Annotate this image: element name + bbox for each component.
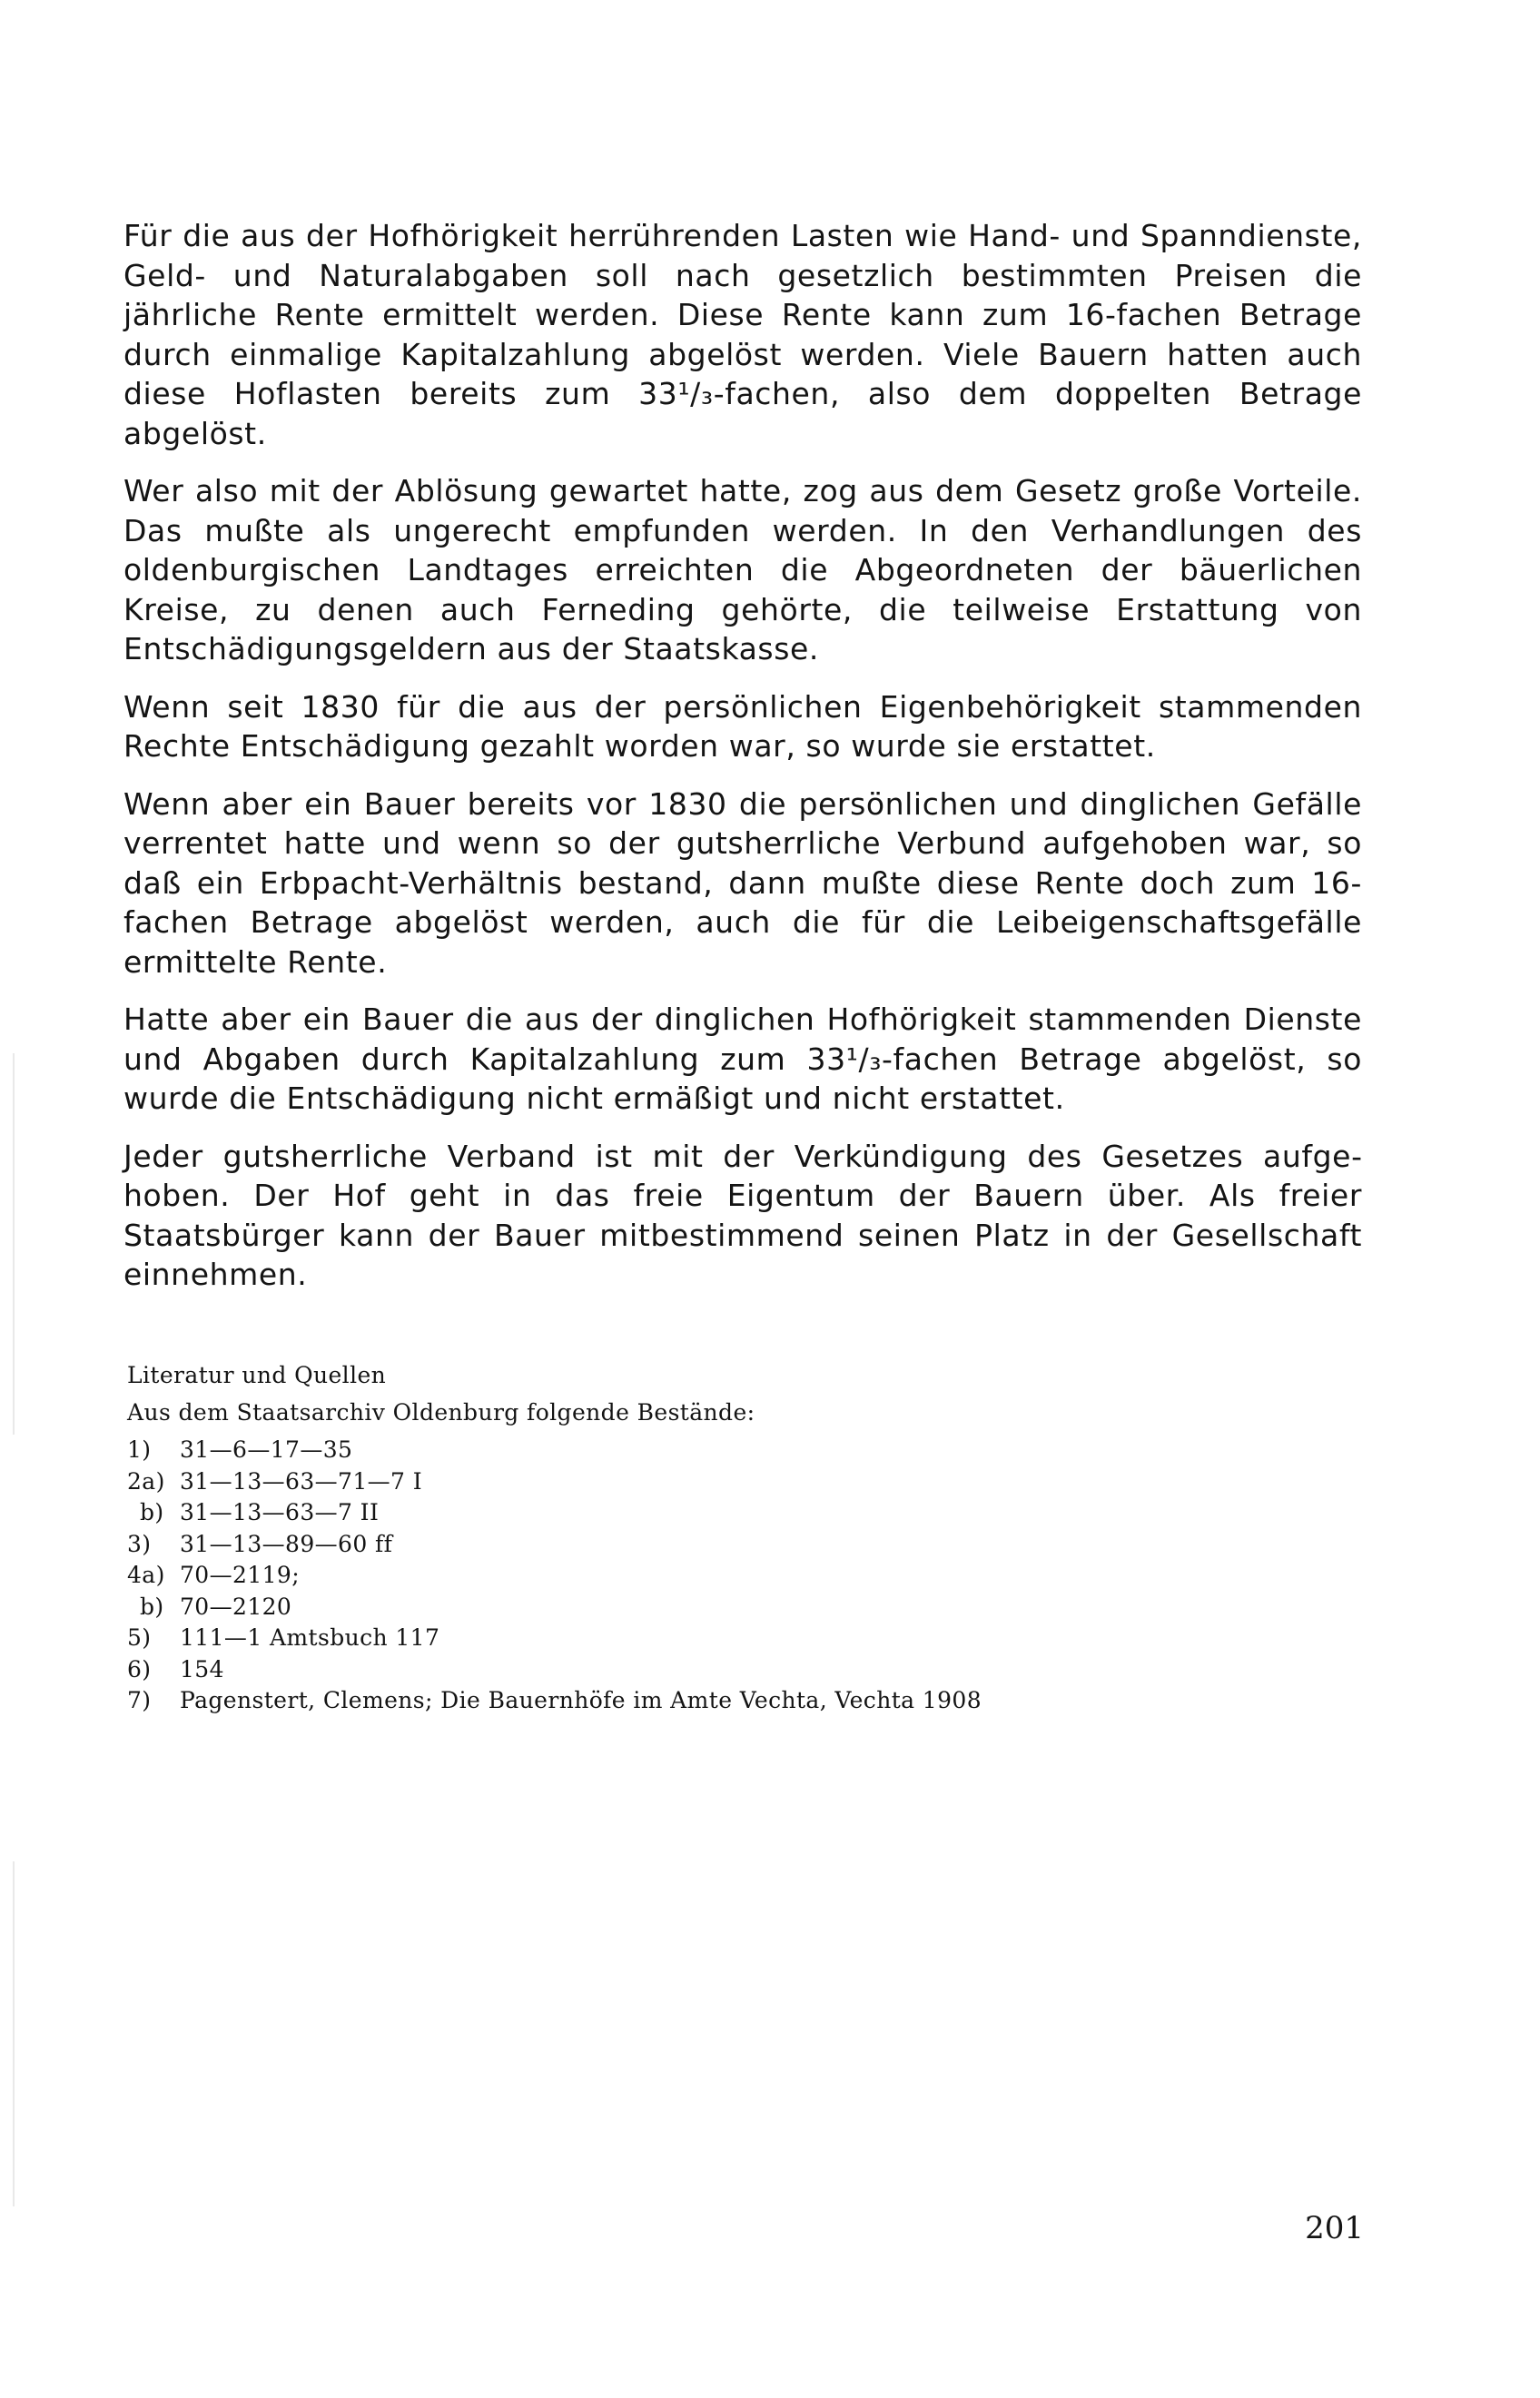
sources-intro: Aus dem Staatsarchiv Oldenburg folgende Bestände:	[127, 1399, 755, 1426]
paragraph: Wenn seit 1830 für die aus der persönlichen Eigenbehörigkeit stammenden Rechte Entschädigung gezahlt worden war, so wurde sie erstattet.	[123, 688, 1362, 764]
reference-number: 5)	[127, 1624, 152, 1651]
paragraph: Wer also mit der Ablösung gewartet hatte, zog aus dem Gesetz große Vorteile. Das mußte als ungerecht empfunden werden. In den Verhandlungen des oldenburgischen Landtages erreichten die Abgeordneten der bäuerlichen Kreise, zu denen auch Ferneding gehörte, die teilweise Erstattung von Entschädigungsgeldern aus der Staatskasse.	[123, 473, 1362, 666]
reference-item	[127, 1529, 1217, 1561]
reference-number: 3)	[127, 1530, 152, 1557]
reference-text: 111—1 Amtsbuch 117	[180, 1624, 440, 1651]
reference-number: 2a)	[127, 1467, 165, 1495]
reference-number: b)	[140, 1499, 164, 1525]
scan-edge-shadow	[13, 1861, 15, 2206]
page-number: 201	[1305, 2210, 1364, 2246]
reference-text: 70—2119;	[180, 1562, 301, 1588]
reference-item	[127, 1466, 1217, 1498]
reference-number: 1)	[127, 1436, 152, 1463]
paragraph: Hatte aber ein Bauer die aus der dinglichen Hofhörigkeit stammenden Dienste und Abgaben durch Kapitalzahlung zum 33¹/₃-fachen Betrage abgelöst, so wurde die Entschädigung nicht ermäßigt und nicht erstattet.	[123, 1002, 1362, 1116]
reference-item	[127, 1592, 1217, 1623]
reference-item	[127, 1435, 1217, 1466]
reference-text: Pagenstert, Clemens; Die Bauernhöfe im Amte Vechta, Vechta 1908	[180, 1687, 982, 1713]
reference-number: b)	[140, 1593, 164, 1620]
reference-item	[127, 1497, 1217, 1529]
reference-text: 70—2120	[180, 1593, 292, 1620]
reference-item	[127, 1654, 1217, 1686]
paragraph: Jeder gutsherrliche Verband ist mit der Verkündigung des Gesetzes aufgehoben. Der Hof geht in das freie Eigentum der Bauern über. Als freier Staatsbürger kann der Bauer mitbestimmend seinen Platz in der Gesellschaft einnehmen.	[123, 1138, 1362, 1292]
reference-item	[127, 1560, 1217, 1592]
paragraph: Für die aus der Hofhörigkeit herrührenden Lasten wie Hand- und Spanndienste, Geld- und Naturalabgaben soll nach gesetzlich bestimmten Preisen die jährliche Rente ermittelt werden. Diese Rente kann zum 16-fachen Betrage durch einmalige Kapitalzahlung abgelöst werden. Viele Bauern hatten auch diese Hoflasten bereits zum 33¹/₃-fachen, also dem doppelten Betrage abgelöst.	[123, 218, 1362, 451]
body-text	[123, 216, 1362, 1313]
paragraph: Wenn aber ein Bauer bereits vor 1830 die persönlichen und dinglichen Gefälle verrentet hatte und wenn so der gutsherrliche Verbund aufgehoben war, so daß ein Erbpacht-Verhältnis bestand, dann mußte diese Rente doch zum 16-fachen Betrage abgelöst werden, auch die für die Leibeigenschaftsgefälle ermittelte Rente.	[123, 785, 1362, 980]
reference-text: 154	[180, 1655, 224, 1683]
sources-section	[127, 1357, 1217, 1717]
reference-item	[127, 1685, 1217, 1717]
reference-item	[127, 1623, 1217, 1654]
reference-list	[127, 1435, 1217, 1717]
reference-text: 31—6—17—35	[180, 1436, 353, 1463]
reference-number: 7)	[127, 1687, 152, 1713]
scan-edge-shadow	[13, 1053, 15, 1435]
reference-number: 4a)	[127, 1562, 165, 1588]
reference-text: 31—13—63—7 II	[180, 1499, 380, 1525]
reference-text: 31—13—63—71—7 I	[180, 1467, 422, 1495]
reference-text: 31—13—89—60 ff	[180, 1530, 393, 1557]
reference-number: 6)	[127, 1655, 152, 1683]
sources-heading: Literatur und Quellen	[127, 1362, 387, 1388]
